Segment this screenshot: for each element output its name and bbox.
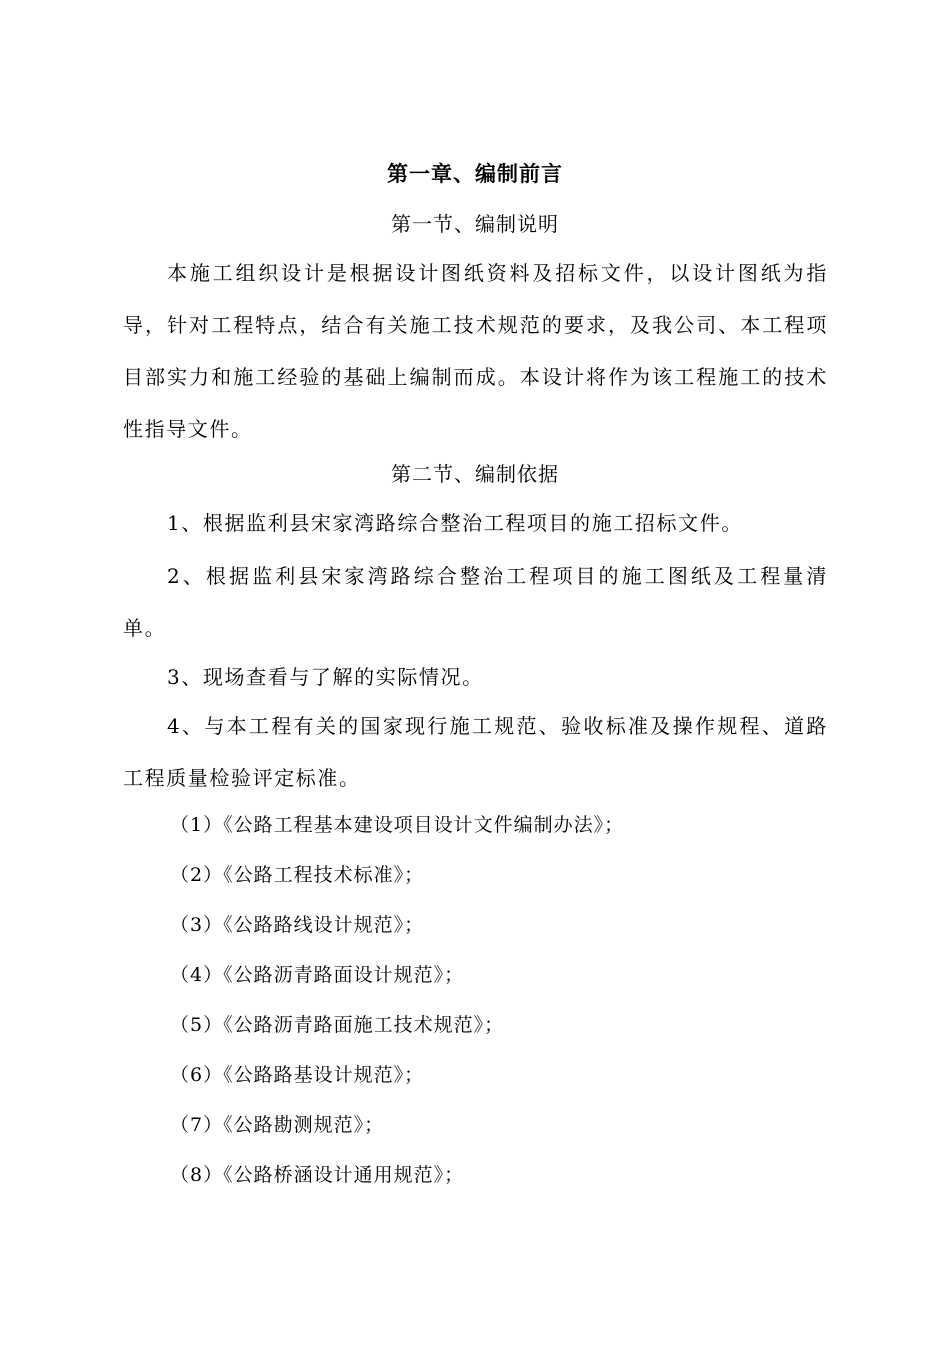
reference-item-8: （8）《公路桥涵设计通用规范》； [170,1164,465,1186]
reference-item-7: （7）《公路勘测规范》； [170,1114,385,1136]
reference-item-6: （6）《公路路基设计规范》； [170,1064,425,1086]
basis-item-4: 4、与本工程有关的国家现行施工规范、验收标准及操作规程、道路工程质量检验评定标准。 [123,714,828,790]
basis-item-2: 2、根据监利县宋家湾路综合整治工程项目的施工图纸及工程量清单。 [123,564,828,640]
reference-item-5: （5）《公路沥青路面施工技术规范》； [170,1014,505,1036]
chapter-title: 第一章、编制前言 [387,161,563,186]
reference-item-2: （2）《公路工程技术标准》； [170,864,425,886]
section1-paragraph: 本施工组织设计是根据设计图纸资料及招标文件，以设计图纸为指导，针对工程特点，结合有关施工技术规范的要求，及我公司、本工程项目部实力和施工经验的基础上编制而成。本设计将作为该工程施工的技术性指导文件。 [123,261,828,441]
basis-item-1: 1、根据监利县宋家湾路综合整治工程项目的施工招标文件。 [167,511,743,535]
reference-item-1: （1）《公路工程基本建设项目设计文件编制办法》； [170,814,625,836]
basis-item-3: 3、现场查看与了解的实际情况。 [167,665,484,689]
reference-item-4: （4）《公路沥青路面设计规范》； [170,964,465,986]
section-title-2: 第二节、编制依据 [391,462,559,486]
section-title-1: 第一节、编制说明 [391,212,559,236]
reference-item-3: （3）《公路路线设计规范》； [170,914,425,936]
